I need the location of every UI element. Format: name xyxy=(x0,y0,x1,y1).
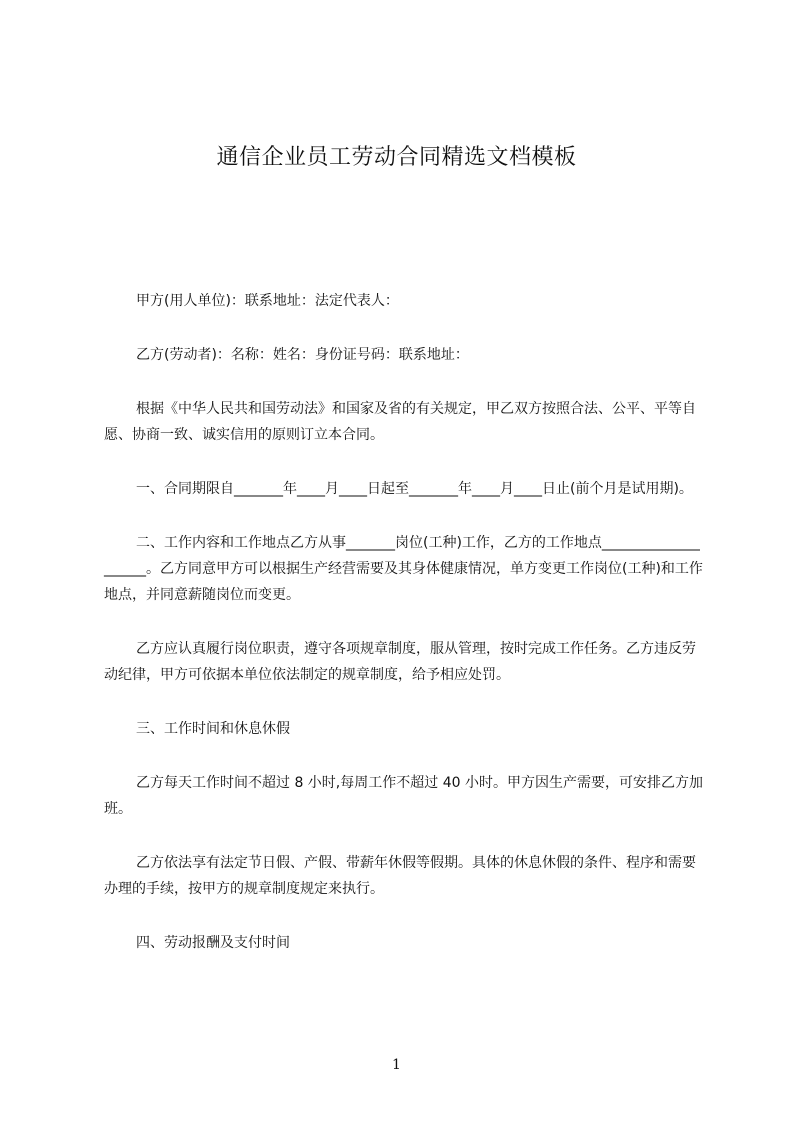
document-body xyxy=(104,288,704,984)
page-number: 1 xyxy=(392,1057,401,1073)
document-title: 通信企业员工劳动合同精选文档模板 xyxy=(216,145,577,170)
preamble-paragraph: 根据《中华人民共和国劳动法》和国家及省的有关规定，甲乙双方按照合法、公平、平等自愿、协商一致、诚实信用的原则订立本合同。 xyxy=(104,401,696,443)
section-heading-working-hours: 三、工作时间和休息休假 xyxy=(136,721,290,737)
work-content-clause: 二、工作内容和工作地点乙方从事_______岗位(工种)工作，乙方的工作地点____________________。乙方同意甲方可以根据生产经营需要及其身体健康情况，单方变更工作岗位(工种)和工作地点，并同意薪随岗位而变更。 xyxy=(104,535,703,603)
working-hours-paragraph: 乙方每天工作时间不超过 8 小时,每周工作不超过 40 小时。甲方因生产需要，可安排乙方加班。 xyxy=(104,775,703,817)
duties-paragraph: 乙方应认真履行岗位职责，遵守各项规章制度，服从管理，按时完成工作任务。乙方违反劳动纪律，甲方可依据本单位依法制定的规章制度，给予相应处罚。 xyxy=(104,641,696,683)
party-a-line: 甲方(用人单位)：联系地址：法定代表人： xyxy=(136,293,399,309)
leave-paragraph: 乙方依法享有法定节日假、产假、带薪年休假等假期。具体的休息休假的条件、程序和需要办理的手续，按甲方的规章制度规定来执行。 xyxy=(104,855,696,897)
contract-term-clause: 一、合同期限自_______年____月____日起至_______年____月____日止(前个月是试用期)。 xyxy=(136,481,693,497)
section-heading-remuneration: 四、劳动报酬及支付时间 xyxy=(136,935,290,951)
party-b-line: 乙方(劳动者)：名称：姓名：身份证号码：联系地址： xyxy=(136,347,469,363)
